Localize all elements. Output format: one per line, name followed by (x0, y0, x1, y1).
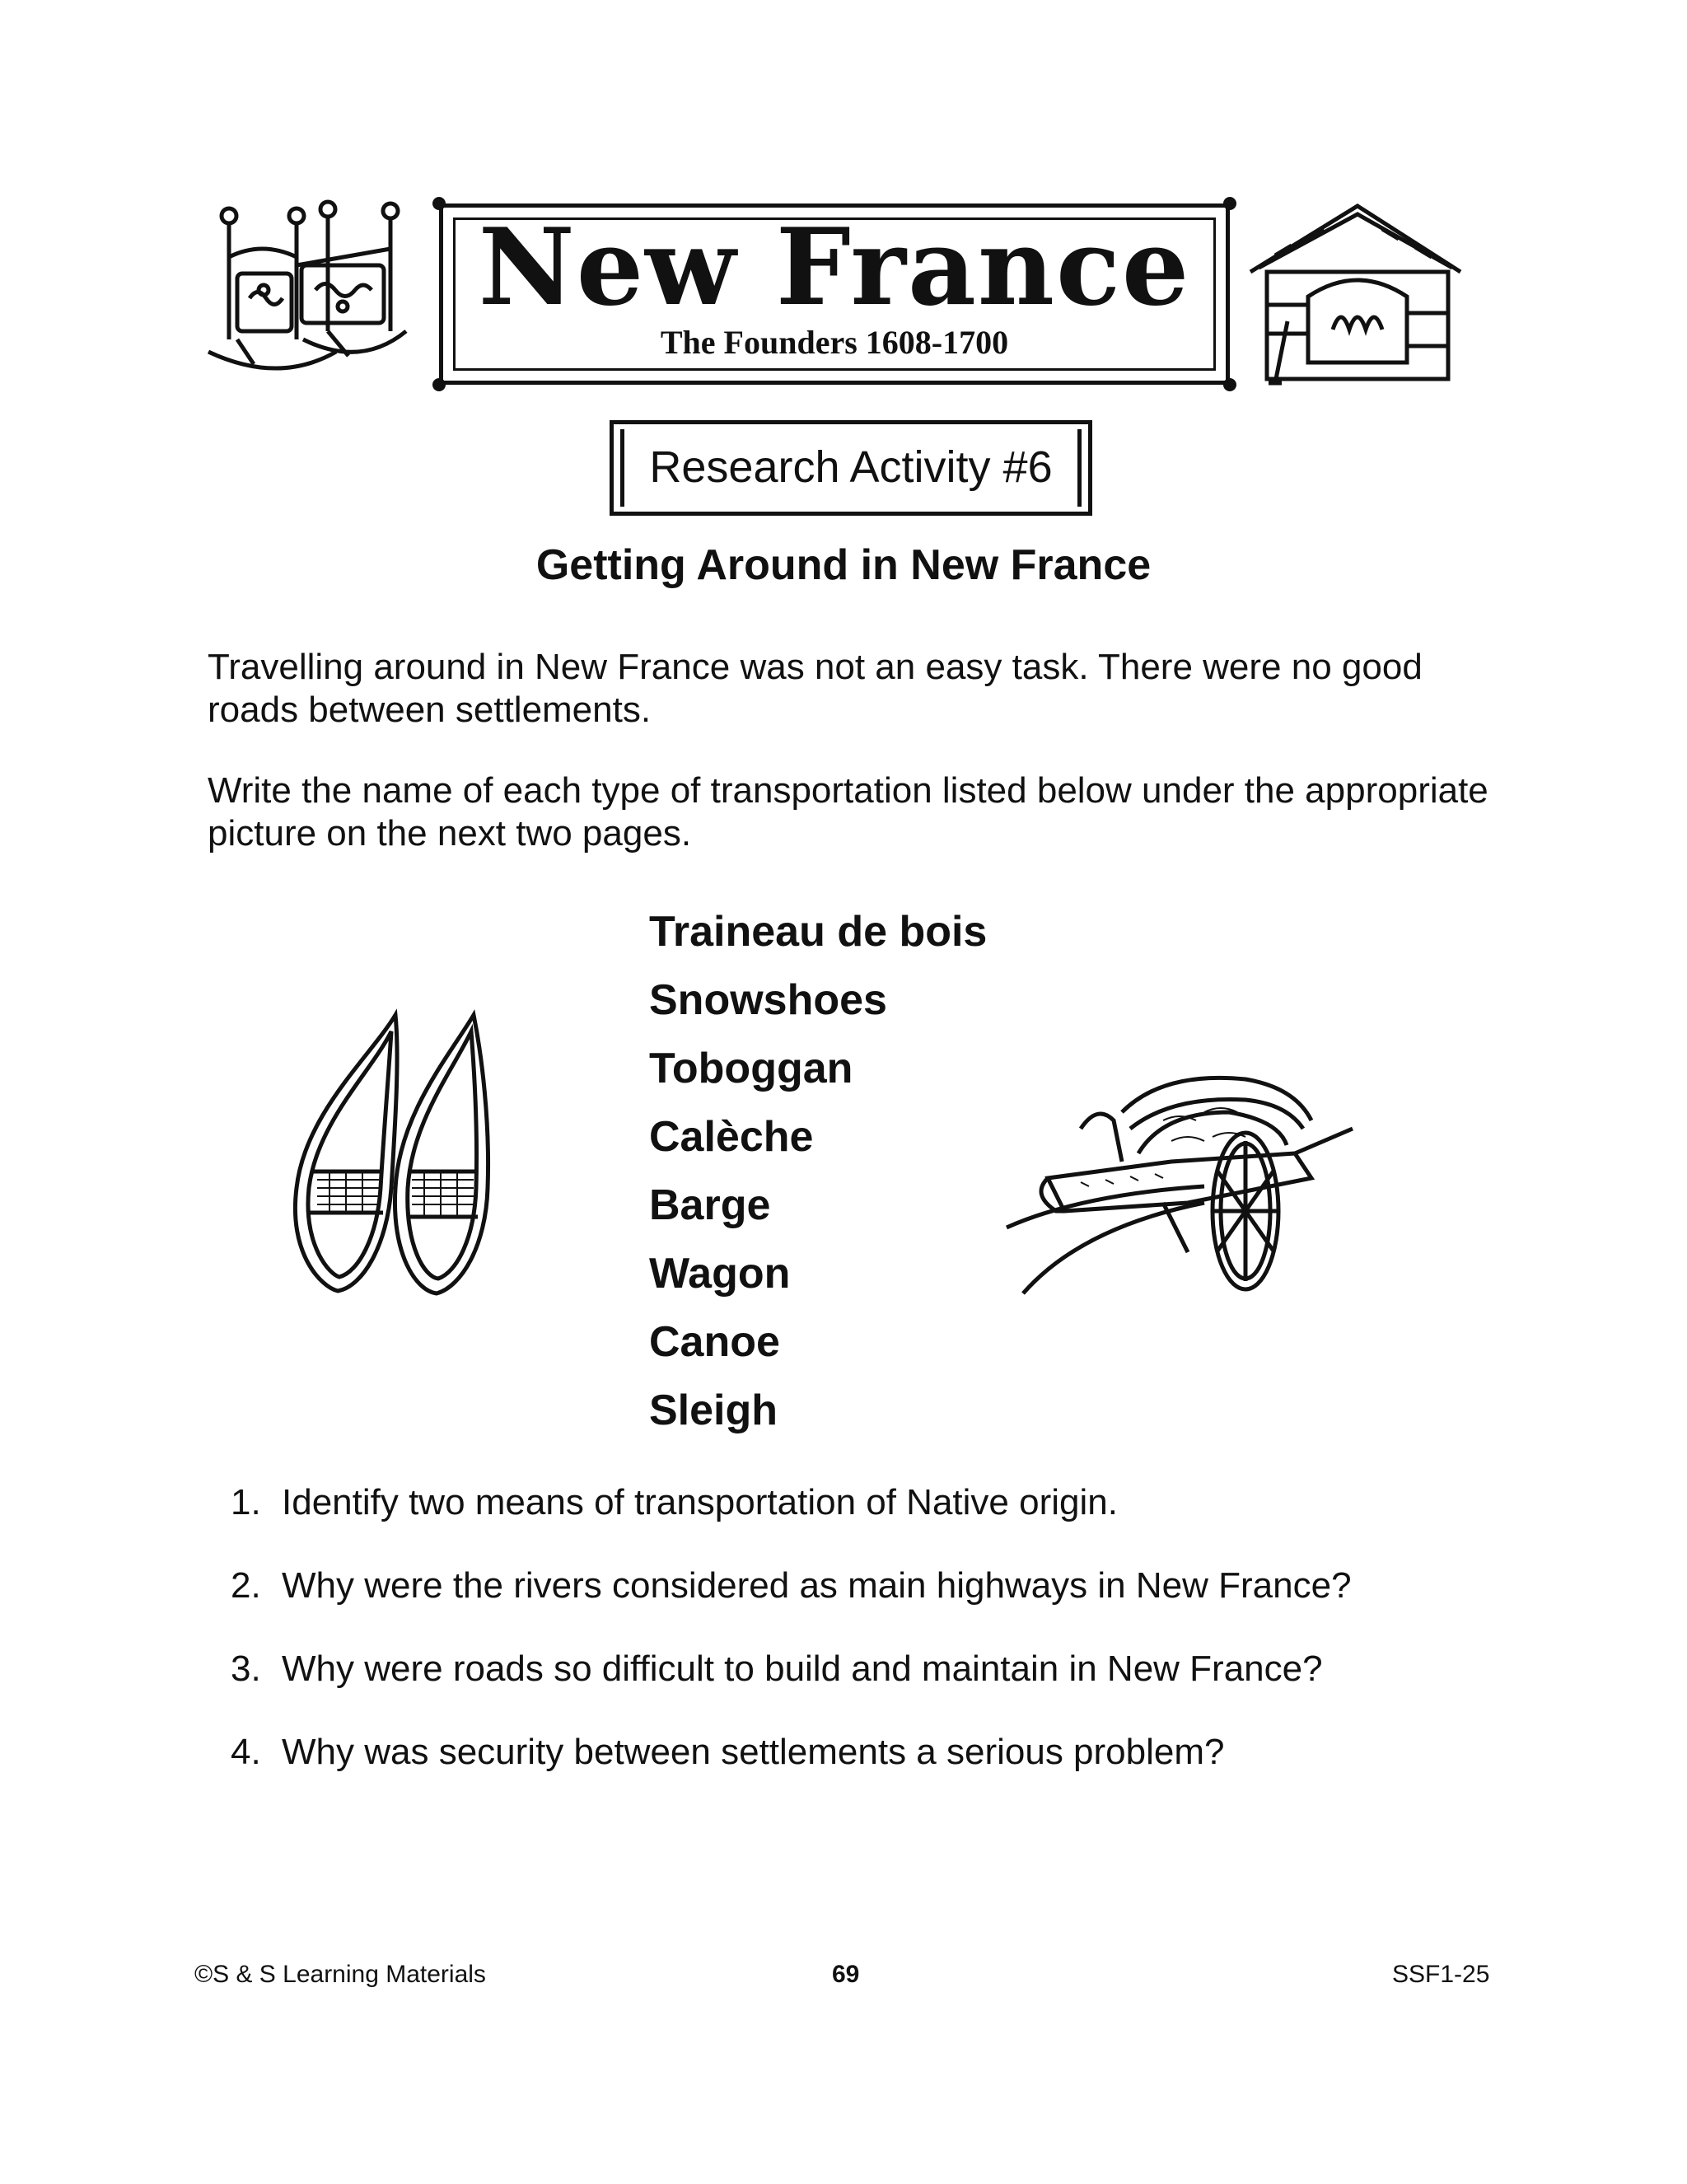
question-item (231, 1564, 1516, 1648)
intro-paragraph: Travelling around in New France was not an easy task. There were no good roads between settlements. (208, 647, 1423, 730)
page-title: New France (478, 206, 1191, 330)
footer-publisher: ©S & S Learning Materials (194, 1961, 486, 1988)
question-text: Why was security between settlements a serious problem? (282, 1732, 1225, 1772)
footer-page-number: 69 (832, 1961, 860, 1988)
question-number: 1. (231, 1482, 261, 1522)
cradle-icon (204, 199, 410, 385)
question-number: 2. (231, 1565, 261, 1606)
question-item (231, 1648, 1516, 1731)
list-item: Barge (649, 1181, 771, 1229)
question-list (231, 1481, 1516, 1814)
snowshoes-icon (272, 1007, 535, 1303)
question-text: Identify two means of transportation of Native origin. (282, 1482, 1118, 1522)
banner-corner-ornament (1223, 378, 1236, 391)
question-item (231, 1481, 1516, 1564)
transport-list (649, 898, 987, 1445)
question-number: 4. (231, 1732, 261, 1772)
list-item: Canoe (649, 1318, 780, 1366)
footer-code: SSF1-25 (1392, 1961, 1490, 1988)
caleche-icon (998, 1063, 1362, 1326)
section-heading: Getting Around in New France (535, 541, 1152, 589)
activity-label: Research Activity #6 (649, 442, 1053, 492)
question-number: 3. (231, 1649, 261, 1689)
question-text: Why were roads so difficult to build and maintain in New France? (282, 1649, 1323, 1689)
question-item (231, 1731, 1516, 1814)
list-item: Traineau de bois (649, 908, 988, 956)
page-subtitle: The Founders 1608-1700 (660, 324, 1009, 361)
banner-corner-ornament (432, 378, 446, 391)
list-item: Calèche (649, 1113, 814, 1161)
list-item: Toboggan (649, 1045, 853, 1092)
list-item: Sleigh (649, 1387, 778, 1434)
list-item: Wagon (649, 1250, 791, 1298)
list-item: Snowshoes (649, 976, 887, 1024)
instruction-paragraph: Write the name of each type of transportation listed below under the appropriate picture on the next two pages. (208, 770, 1488, 853)
bread-oven-icon (1242, 198, 1466, 386)
question-text: Why were the rivers considered as main highways in New France? (282, 1565, 1352, 1606)
